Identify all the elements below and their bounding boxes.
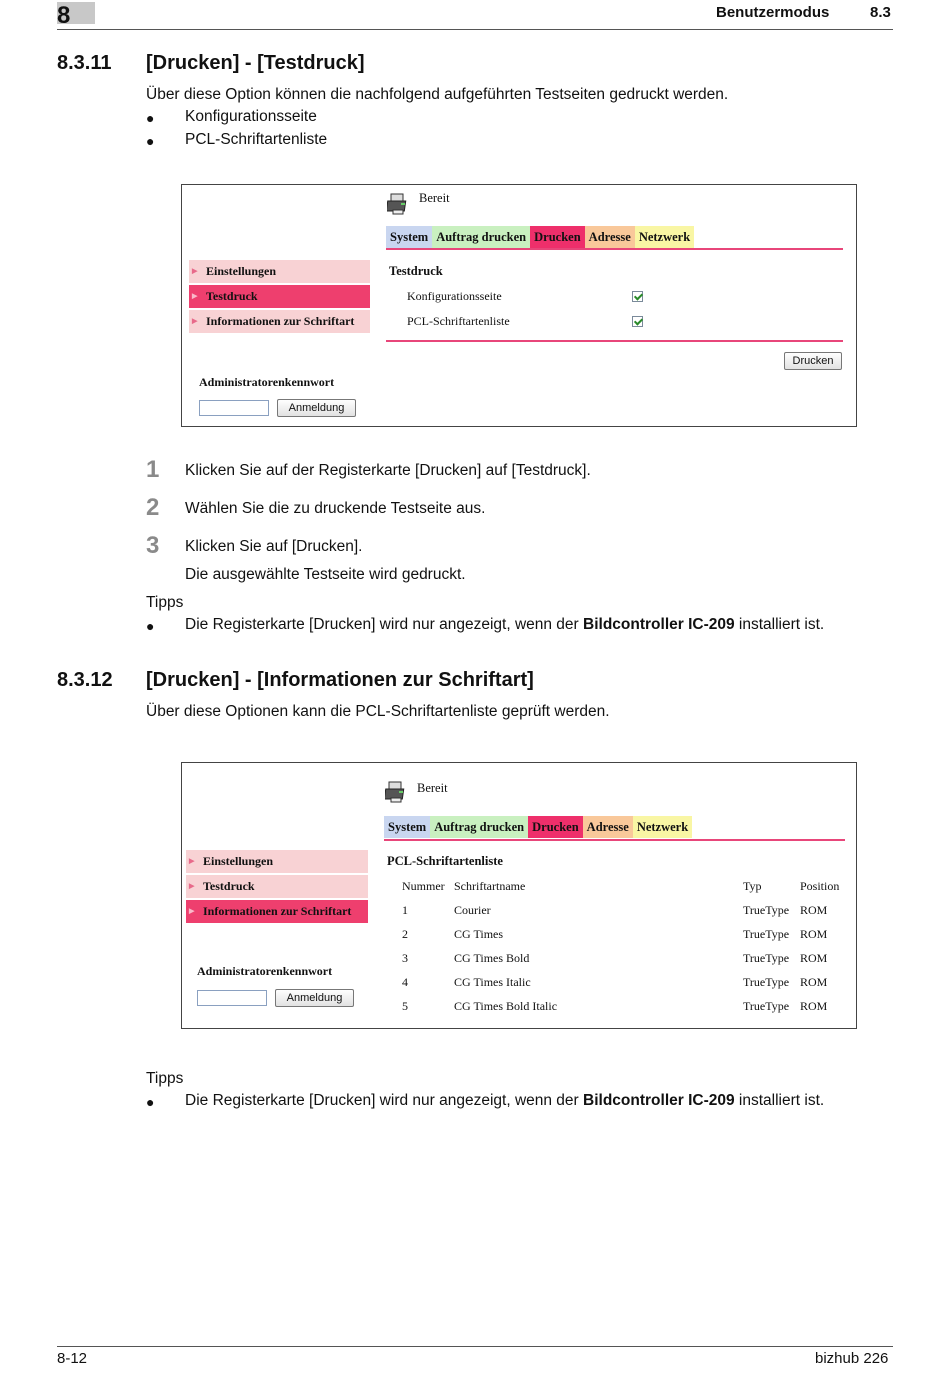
header-section: 8.3 — [870, 4, 891, 21]
page-number: 8-12 — [57, 1350, 88, 1367]
bullet-icon: ● — [146, 1094, 155, 1110]
printer-icon — [385, 780, 409, 804]
sidebar-item-schriftart[interactable]: ▶ Informationen zur Schriftart — [186, 900, 368, 923]
cell-number: 2 — [402, 927, 408, 941]
option-checkbox[interactable] — [632, 291, 643, 302]
cell-type: TrueType — [743, 903, 790, 917]
tips-text: Die Registerkarte [Drucken] wird nur angezeigt, wenn der Bildcontroller IC-209 installiert ist. — [185, 616, 825, 633]
column-header: Schriftartname — [454, 879, 526, 893]
sidebar-item-schriftart[interactable]: ▶ Informationen zur Schriftart — [189, 310, 370, 333]
cell-number: 1 — [402, 903, 408, 917]
tab-drucken[interactable]: Drucken — [528, 816, 583, 838]
sidebar-item-testdruck[interactable]: ▶ Testdruck — [186, 875, 368, 898]
cell-number: 3 — [402, 951, 408, 965]
cell-position: ROM — [800, 927, 828, 941]
bullet-icon: ● — [146, 110, 155, 126]
bullet-icon: ● — [146, 133, 155, 149]
cell-font-name: CG Times Italic — [454, 975, 531, 989]
tab-netzwerk[interactable]: Netzwerk — [635, 226, 694, 248]
content-title: PCL-Schriftartenliste — [387, 854, 503, 868]
status-text: Bereit — [419, 191, 450, 205]
tips-label: Tipps — [146, 594, 184, 611]
tab-auftrag-drucken[interactable]: Auftrag drucken — [430, 816, 528, 838]
cell-number: 5 — [402, 999, 408, 1013]
cell-font-name: CG Times Bold — [454, 951, 530, 965]
cell-type: TrueType — [743, 951, 790, 965]
sidebar-item-einstellungen[interactable]: ▶ Einstellungen — [186, 850, 368, 873]
bullet-item: PCL-Schriftartenliste — [185, 131, 328, 148]
step-text: Klicken Sie auf der Registerkarte [Drucken] auf [Testdruck]. — [185, 462, 591, 479]
chapter-number: 8 — [57, 2, 71, 29]
screenshot-testdruck — [181, 184, 857, 427]
option-label: PCL-Schriftartenliste — [407, 314, 510, 328]
section-title: [Drucken] - [Informationen zur Schriftart] — [146, 669, 534, 691]
cell-font-name: CG Times Bold Italic — [454, 999, 558, 1013]
footer-rule — [57, 1346, 893, 1347]
option-label: Konfigurationsseite — [407, 289, 502, 303]
cell-type: TrueType — [743, 927, 790, 941]
sidebar-item-einstellungen[interactable]: ▶ Einstellungen — [189, 260, 370, 283]
bullet-icon: ● — [146, 618, 155, 634]
tab-bar — [384, 816, 692, 838]
screenshot-schriftart — [181, 762, 857, 1029]
section-number: 8.3.11 — [57, 52, 112, 74]
tips-label: Tipps — [146, 1070, 184, 1087]
cell-position: ROM — [800, 951, 828, 965]
tab-system[interactable]: System — [386, 226, 432, 248]
admin-password-label: Administratorenkennwort — [197, 964, 333, 978]
bullet-item: Konfigurationsseite — [185, 108, 317, 125]
admin-password-input[interactable] — [197, 990, 267, 1006]
cell-type: TrueType — [743, 975, 790, 989]
tab-underline — [384, 839, 845, 841]
column-header: Position — [800, 879, 840, 893]
section-title: [Drucken] - [Testdruck] — [146, 52, 365, 74]
step-result: Die ausgewählte Testseite wird gedruckt. — [185, 566, 466, 583]
tips-text: Die Registerkarte [Drucken] wird nur angezeigt, wenn der Bildcontroller IC-209 installiert ist. — [185, 1092, 825, 1109]
content-divider — [386, 340, 843, 342]
tab-underline — [386, 248, 843, 250]
cell-number: 4 — [402, 975, 408, 989]
admin-password-label: Administratorenkennwort — [199, 375, 335, 389]
cell-font-name: Courier — [454, 903, 491, 917]
section-intro: Über diese Optionen kann die PCL-Schriftartenliste geprüft werden. — [146, 703, 610, 720]
column-header: Nummer — [402, 879, 445, 893]
print-button[interactable]: Drucken — [784, 352, 842, 370]
tab-adresse[interactable]: Adresse — [585, 226, 635, 248]
column-header: Typ — [743, 879, 762, 893]
tab-drucken[interactable]: Drucken — [530, 226, 585, 248]
step-text: Klicken Sie auf [Drucken]. — [185, 538, 363, 555]
section-number: 8.3.12 — [57, 669, 113, 691]
cell-position: ROM — [800, 999, 828, 1013]
header-title: Benutzermodus — [716, 4, 830, 21]
step-number: 3 — [146, 532, 160, 559]
cell-type: TrueType — [743, 999, 790, 1013]
step-number: 1 — [146, 456, 160, 483]
sidebar-item-testdruck[interactable]: ▶ Testdruck — [189, 285, 370, 308]
product-name: bizhub 226 — [815, 1350, 889, 1367]
header-rule — [57, 29, 893, 30]
step-text: Wählen Sie die zu druckende Testseite aus. — [185, 500, 486, 517]
step-number: 2 — [146, 494, 160, 521]
login-button[interactable]: Anmeldung — [277, 399, 356, 417]
cell-position: ROM — [800, 903, 828, 917]
option-checkbox[interactable] — [632, 316, 643, 327]
tab-adresse[interactable]: Adresse — [583, 816, 633, 838]
tab-system[interactable]: System — [384, 816, 430, 838]
admin-password-input[interactable] — [199, 400, 269, 416]
tab-netzwerk[interactable]: Netzwerk — [633, 816, 692, 838]
tab-bar — [386, 226, 694, 248]
cell-font-name: CG Times — [454, 927, 504, 941]
login-button[interactable]: Anmeldung — [275, 989, 354, 1007]
section-intro: Über diese Option können die nachfolgend aufgeführten Testseiten gedruckt werden. — [146, 86, 729, 103]
content-title: Testdruck — [389, 264, 443, 278]
cell-position: ROM — [800, 975, 828, 989]
status-text: Bereit — [417, 781, 448, 795]
printer-icon — [387, 192, 411, 216]
tab-auftrag-drucken[interactable]: Auftrag drucken — [432, 226, 530, 248]
